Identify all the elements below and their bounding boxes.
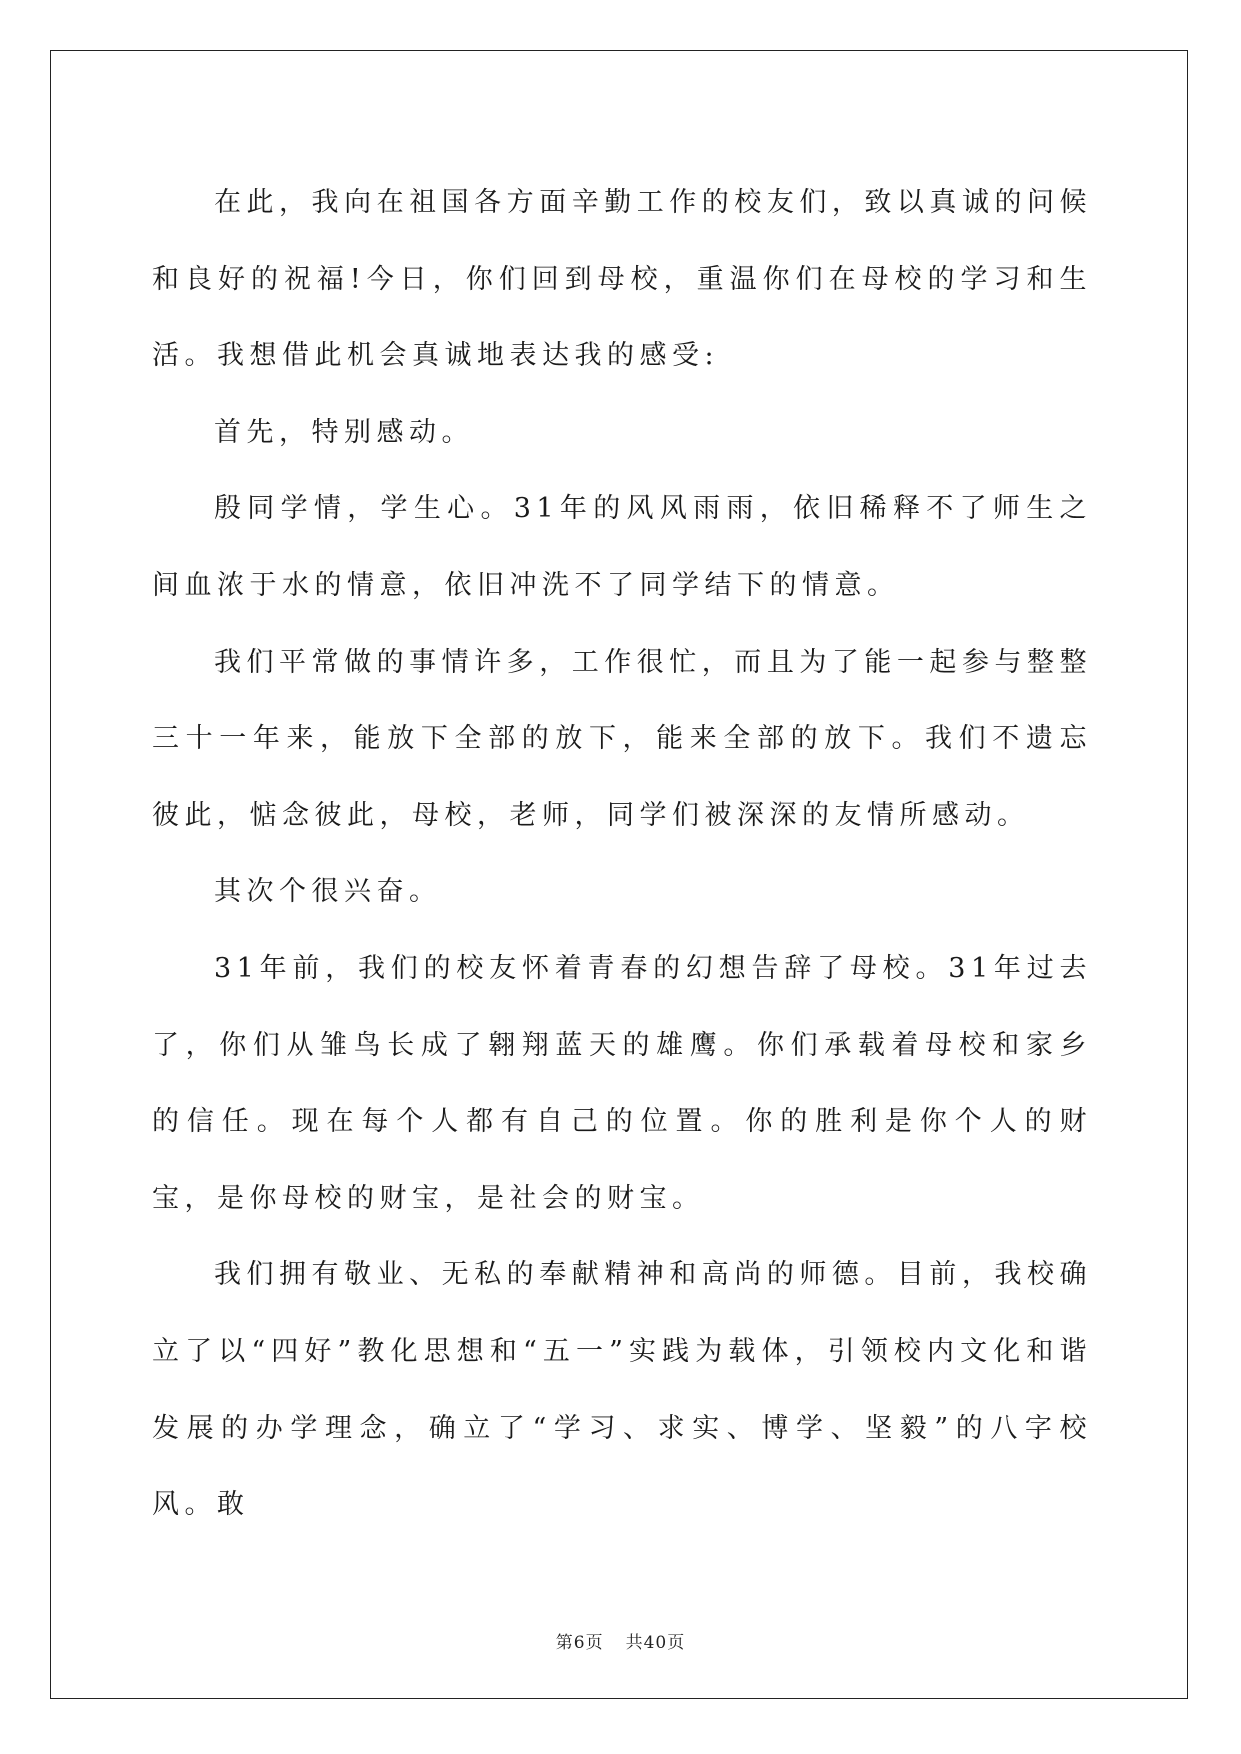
page-number: 第6页 (555, 1633, 604, 1653)
paragraph: 首先，特别感动。 (214, 416, 474, 448)
paragraph: 我们平常做的事情许多，工作很忙，而且为了能一起参与整整三十一年来，能放下全部的放下，能来全部的放下。我们不遗忘彼此，惦念彼此，母校，老师，同学们被深深的友情所感动。 (152, 646, 1092, 831)
page-total: 共40页 (625, 1633, 686, 1653)
paragraph: 殷同学情，学生心。31年的风风雨雨，依旧稀释不了师生之间血浓于水的情意，依旧冲洗不了同学结下的情意。 (152, 493, 1092, 601)
page-footer (0, 1628, 1241, 1653)
paragraph: 我们拥有敬业、无私的奉献精神和高尚的师德。目前，我校确立了以“四好”教化思想和“五一”实践为载体，引领校内文化和谐发展的办学理念，确立了“学习、求实、博学、坚毅”的八字校风。敢 (152, 1259, 1092, 1521)
paragraph: 在此，我向在祖国各方面辛勤工作的校友们，致以真诚的问候和良好的祝福!今日，你们回到母校，重温你们在母校的学习和生活。我想借此机会真诚地表达我的感受: (152, 187, 1092, 372)
document-body (152, 165, 1092, 1544)
paragraph: 其次个很兴奋。 (214, 876, 442, 908)
paragraph: 31年前，我们的校友怀着青春的幻想告辞了母校。31年过去了，你们从雏鸟长成了翱翔蓝天的雄鹰。你们承载着母校和家乡的信任。现在每个人都有自己的位置。你的胜利是你个人的财宝，是你母校的财宝，是社会的财宝。 (152, 952, 1092, 1214)
